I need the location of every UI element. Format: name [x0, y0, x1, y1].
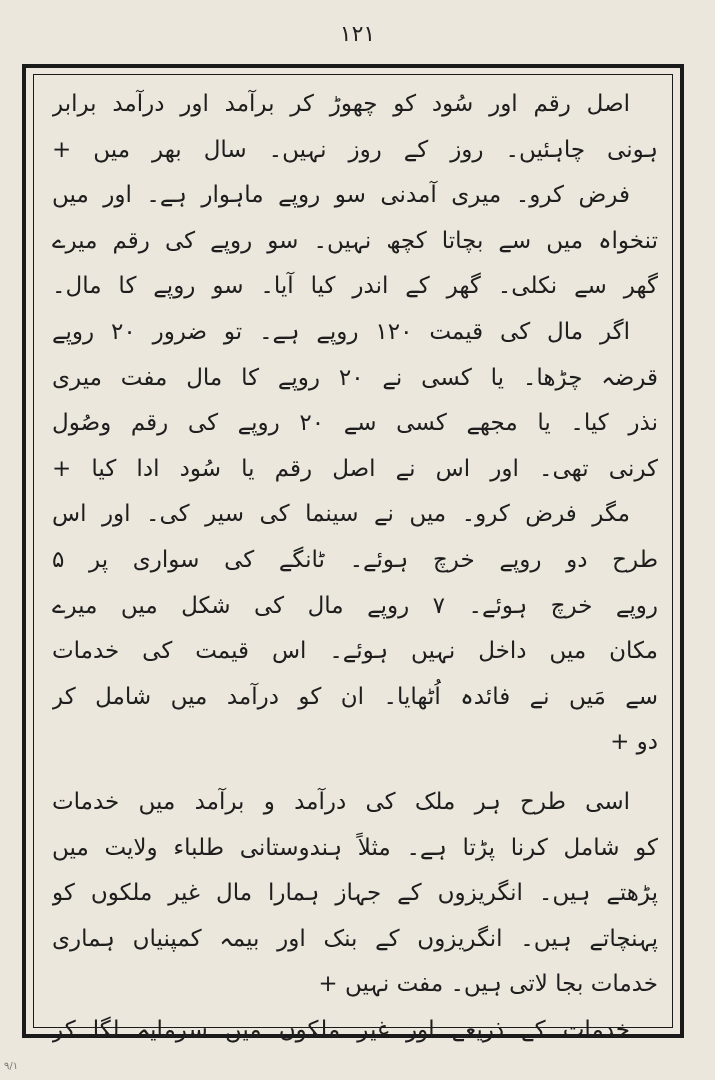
text-line: ہونی چاہئیں۔ روز کے روز نہیں۔ سال بھر میں +: [52, 136, 658, 163]
text-line: روپے خرچ ہوئے۔ ۷ روپے مال کی شکل میں میرے: [52, 592, 658, 619]
text-line: خدمات کے ذریعے اور غیر ملکوں میں سرمایہ لگا کر: [52, 1016, 630, 1043]
text-line: اسی طرح ہر ملک کی درآمد و برآمد میں خدمات: [52, 788, 630, 815]
page-number: ۱۲۱: [339, 22, 376, 47]
body-text: [52, 82, 658, 1053]
text-line: نذر کیا۔ یا مجھے کسی سے ۲۰ روپے کی رقم وصُول: [52, 410, 658, 437]
text-line: پہنچاتے ہیں۔ انگریزوں کے بنک اور بیمہ کمپنیاں ہماری: [52, 925, 658, 952]
text-line: کرنی تھی۔ اور اس نے اصل رقم یا سُود ادا کیا +: [52, 455, 658, 482]
text-line: قرضہ چڑھا۔ یا کسی نے ۲۰ روپے کا مال مفت میری: [52, 364, 658, 391]
text-line: اصل رقم اور سُود کو چھوڑ کر برآمد اور درآمد برابر: [52, 91, 630, 117]
text-line: اگر مال کی قیمت ۱۲۰ روپے ہے۔ تو ضرور ۲۰ روپے: [52, 318, 631, 345]
text-line: طرح دو روپے خرچ ہوئے۔ ٹانگے کی سواری پر ۵: [52, 546, 658, 573]
text-line: پڑھتے ہیں۔ انگریزوں کے جہاز ہمارا مال غیر ملکوں کو: [52, 880, 658, 907]
text-line: مگر فرض کرو۔ میں نے سینما کی سیر کی۔ اور اس: [52, 501, 630, 528]
text-line: گھر سے نکلی۔ گھر کے اندر کیا آیا۔ سو روپے کا مال۔: [52, 273, 658, 300]
footer-mark: ۹/۱: [4, 1061, 19, 1072]
text-line: تنخواہ میں سے بچاتا کچھ نہیں۔ سو روپے کی رقم میرے: [52, 227, 658, 254]
text-line: دو +: [610, 729, 658, 756]
text-line: فرض کرو۔ میری آمدنی سو روپے ماہوار ہے۔ اور میں: [52, 182, 630, 209]
text-line: مکان میں داخل نہیں ہوئے۔ اس قیمت کی خدمات: [52, 638, 658, 665]
text-line: خدمات بجا لاتی ہیں۔ مفت نہیں +: [318, 971, 658, 998]
text-line: سے مَیں نے فائدہ اُٹھایا۔ ان کو درآمد میں شامل کر: [52, 683, 658, 710]
text-line: کو شامل کرنا پڑتا ہے۔ مثلاً ہندوستانی طلباء ولایت میں: [52, 834, 658, 861]
